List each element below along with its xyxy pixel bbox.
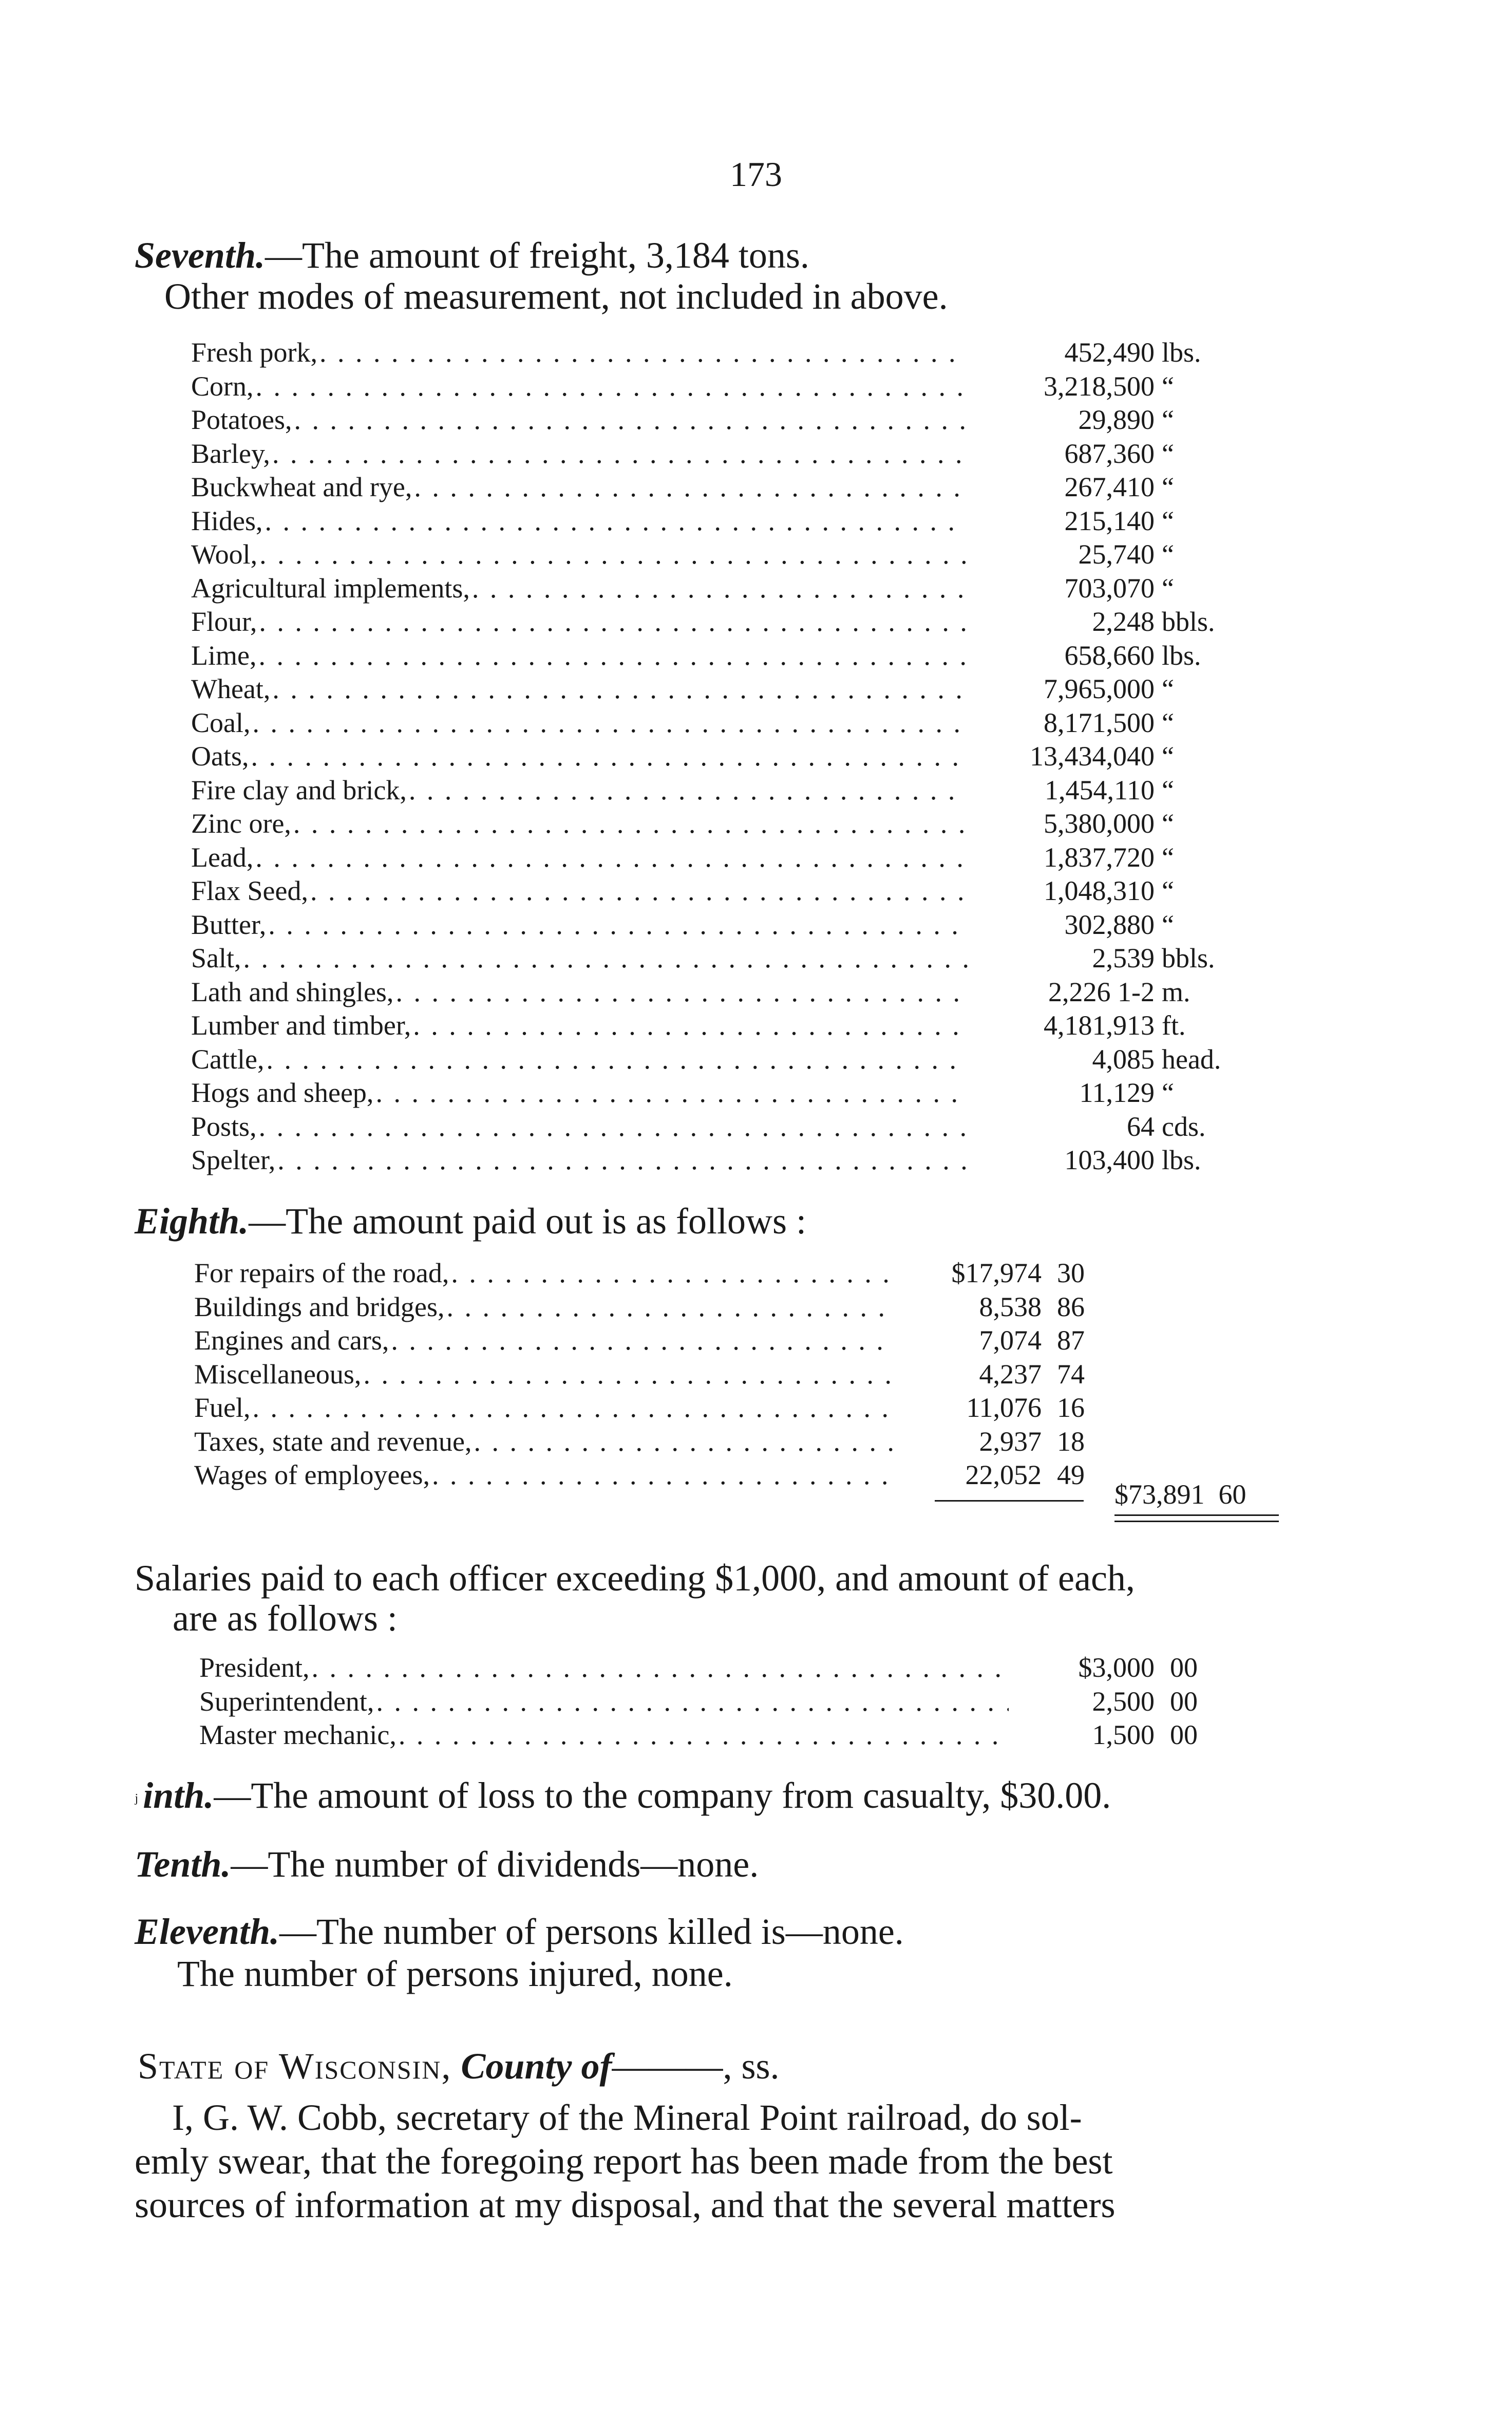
item-unit: “ <box>1162 673 1174 704</box>
item-cents: 16 <box>1057 1392 1085 1423</box>
ledger-row <box>191 740 1239 774</box>
leader-dots <box>259 606 968 638</box>
ledger-row <box>191 909 1239 943</box>
ledger-row <box>191 1144 1239 1178</box>
affidavit-line-1: I, G. W. Cobb, secretary of the Mineral Point railroad, do sol- <box>172 2097 1082 2138</box>
item-unit: “ <box>1162 909 1174 940</box>
item-label: Lead, <box>191 841 254 873</box>
item-value: 452,490 <box>1064 337 1155 368</box>
item-value: 703,070 <box>1064 572 1155 604</box>
item-cents: 00 <box>1170 1652 1198 1683</box>
leader-dots <box>259 1111 968 1142</box>
leader-dots <box>259 538 968 570</box>
leader-dots <box>293 808 968 839</box>
ledger-row <box>194 1257 1113 1291</box>
ledger-row <box>191 875 1239 909</box>
item-label: Coal, <box>191 707 251 738</box>
item-unit: “ <box>1162 875 1174 906</box>
leader-dots <box>266 1043 968 1075</box>
ledger-row <box>191 370 1239 404</box>
item-value: 2,248 <box>1092 606 1155 637</box>
item-label: Lath and shingles, <box>191 976 394 1007</box>
item-label: Spelter, <box>191 1145 276 1175</box>
item-value: 3,218,500 <box>1044 370 1155 402</box>
item-label: Butter, <box>191 909 267 940</box>
item-unit: “ <box>1162 808 1174 839</box>
item-dollars: 1,500 <box>1092 1719 1155 1750</box>
item-label: Agricultural implements, <box>191 572 470 604</box>
item-unit: “ <box>1162 707 1174 738</box>
leader-dots <box>363 1358 896 1390</box>
item-dollars: 2,937 <box>979 1426 1042 1457</box>
item-label: For repairs of the road, <box>194 1258 449 1288</box>
item-label: Corn, <box>191 370 254 402</box>
item-value: 7,965,000 <box>1044 673 1155 704</box>
item-unit: lbs. <box>1162 337 1201 368</box>
item-unit: “ <box>1162 370 1174 402</box>
item-label: Hides, <box>191 505 263 536</box>
item-value: 4,085 <box>1092 1043 1155 1075</box>
item-value: 13,434,040 <box>1030 741 1155 772</box>
leader-dots <box>258 640 968 671</box>
state-label: State of Wisconsin, <box>138 2046 452 2087</box>
item-dollars: 4,237 <box>979 1358 1042 1390</box>
item-value: 11,129 <box>1079 1077 1155 1108</box>
item-label: Wheat, <box>191 673 271 704</box>
item-label: Flax Seed, <box>191 875 308 906</box>
ledger-row <box>194 1324 1113 1358</box>
ledger-row <box>191 1077 1239 1111</box>
item-value: 29,890 <box>1078 404 1155 435</box>
ledger-row <box>191 673 1239 707</box>
item-unit: “ <box>1162 572 1174 604</box>
seventh-subtext: Other modes of measurement, not included in above. <box>164 276 948 317</box>
ledger-row <box>199 1685 1226 1719</box>
affidavit-line-2: emly swear, that the foregoing report has been made from the best <box>135 2141 1113 2182</box>
item-value: 2,539 <box>1092 943 1155 973</box>
leader-dots <box>399 1719 1009 1751</box>
item-cents: 86 <box>1057 1291 1085 1322</box>
item-unit: “ <box>1162 741 1174 772</box>
item-unit: “ <box>1162 539 1174 570</box>
ninth-line <box>135 1774 1111 1823</box>
item-unit: “ <box>1162 505 1174 536</box>
salaries-line-1: Salaries paid to each officer exceeding $1,000, and amount of each, <box>135 1558 1135 1599</box>
ledger-row <box>199 1652 1226 1685</box>
leader-dots <box>253 707 968 739</box>
expenses-total <box>1114 1478 1246 1510</box>
item-value: 5,380,000 <box>1044 808 1155 839</box>
ss-label: , ss. <box>723 2046 780 2087</box>
item-cents: 30 <box>1057 1258 1085 1288</box>
leader-dots <box>472 572 968 604</box>
item-unit: ft. <box>1162 1010 1186 1041</box>
item-cents: 00 <box>1170 1719 1198 1750</box>
item-cents: 18 <box>1057 1426 1085 1457</box>
item-dollars: 2,500 <box>1092 1685 1155 1717</box>
affidavit-venue <box>138 2045 780 2088</box>
ledger-row <box>191 606 1239 640</box>
ledger-row <box>191 1009 1239 1043</box>
item-value: 267,410 <box>1064 472 1155 502</box>
item-unit: “ <box>1162 404 1174 435</box>
item-unit: bbls. <box>1162 606 1215 637</box>
ledger-row <box>191 808 1239 841</box>
leader-dots <box>264 505 968 537</box>
item-value: 4,181,913 <box>1044 1010 1155 1041</box>
ledger-row <box>191 471 1239 505</box>
item-label: Taxes, state and revenue, <box>194 1426 472 1457</box>
leader-dots <box>414 471 968 503</box>
ninth-text: —The amount of loss to the company from casualty, $30.00. <box>214 1775 1111 1816</box>
ledger-row <box>191 707 1239 741</box>
ledger-row <box>194 1291 1113 1325</box>
item-label: Engines and cars, <box>194 1325 389 1356</box>
affidavit-line-3: sources of information at my disposal, and that the several matters <box>135 2184 1116 2225</box>
item-label: Wages of employees, <box>194 1459 430 1490</box>
ledger-row <box>199 1719 1226 1753</box>
total-cents: 60 <box>1218 1479 1246 1510</box>
leader-dots <box>409 774 968 806</box>
item-label: Barley, <box>191 438 270 469</box>
ledger-row <box>191 841 1239 875</box>
item-dollars: $17,974 <box>951 1258 1042 1288</box>
ledger-row <box>191 505 1239 539</box>
leader-dots <box>255 841 968 873</box>
total-rule-2 <box>1114 1521 1279 1522</box>
item-value: 1,454,110 <box>1045 774 1155 806</box>
item-unit: lbs. <box>1162 640 1201 671</box>
seventh-text: —The amount of freight, 3,184 tons. <box>265 235 809 276</box>
leader-dots <box>277 1144 968 1176</box>
salaries-list <box>199 1652 1226 1753</box>
eleventh-line <box>135 1910 904 1953</box>
item-label: Superintendent, <box>199 1685 374 1717</box>
leader-dots <box>251 740 968 772</box>
leader-dots <box>376 1685 1009 1717</box>
item-label: Fire clay and brick, <box>191 774 407 806</box>
item-label: Oats, <box>191 741 249 772</box>
freight-measurement-list <box>191 336 1239 1178</box>
item-cents: 00 <box>1170 1685 1198 1717</box>
item-dollars: 11,076 <box>966 1392 1042 1423</box>
eleventh-subtext: The number of persons injured, none. <box>177 1953 733 1994</box>
leader-dots <box>256 370 968 402</box>
expenses-list <box>194 1257 1113 1493</box>
item-value: 8,171,500 <box>1044 707 1155 738</box>
item-label: Miscellaneous, <box>194 1358 362 1390</box>
leader-dots <box>474 1426 896 1457</box>
leader-dots <box>446 1291 896 1323</box>
item-label: Hogs and sheep, <box>191 1077 374 1108</box>
leader-dots <box>272 438 968 470</box>
eighth-heading: Eighth. <box>135 1201 249 1242</box>
item-unit: “ <box>1162 438 1174 469</box>
tenth-heading: Tenth. <box>135 1844 231 1885</box>
item-unit: “ <box>1162 774 1174 806</box>
leader-dots <box>391 1324 896 1356</box>
item-unit: “ <box>1162 472 1174 502</box>
ledger-row <box>191 1111 1239 1145</box>
ledger-row <box>191 640 1239 673</box>
item-value: 2,226 1-2 <box>1048 976 1155 1007</box>
total-rule-1 <box>1114 1514 1279 1516</box>
item-label: Wool, <box>191 539 258 570</box>
item-label: Salt, <box>191 943 241 973</box>
subtotal-rule <box>935 1500 1084 1502</box>
item-value: 1,048,310 <box>1044 875 1155 906</box>
item-label: Flour, <box>191 606 257 637</box>
item-label: Fresh pork, <box>191 337 317 368</box>
item-label: Master mechanic, <box>199 1719 396 1750</box>
ledger-row <box>191 538 1239 572</box>
leader-dots <box>310 875 968 907</box>
item-label: Posts, <box>191 1111 257 1142</box>
item-dollars: $3,000 <box>1078 1652 1155 1683</box>
item-cents: 49 <box>1057 1459 1085 1490</box>
ledger-row <box>191 404 1239 438</box>
ledger-row <box>191 774 1239 808</box>
total-dollars: $73,891 <box>1114 1479 1205 1510</box>
item-dollars: 22,052 <box>965 1459 1042 1490</box>
item-label: Potatoes, <box>191 404 292 435</box>
leader-dots <box>243 942 968 974</box>
leader-dots <box>432 1459 896 1491</box>
item-unit: bbls. <box>1162 943 1215 973</box>
ledger-row <box>194 1392 1113 1426</box>
eighth-text: —The amount paid out is as follows : <box>249 1201 806 1242</box>
ledger-row <box>194 1358 1113 1392</box>
tenth-text: —The number of dividends—none. <box>231 1844 759 1885</box>
leader-dots <box>395 976 968 1008</box>
county-label: County of <box>461 2046 612 2087</box>
item-label: Buildings and bridges, <box>194 1291 445 1322</box>
item-label: Lumber and timber, <box>191 1010 411 1041</box>
seventh-heading-line <box>135 234 809 277</box>
item-unit: “ <box>1162 841 1174 873</box>
ledger-row <box>191 976 1239 1010</box>
ledger-row <box>191 336 1239 370</box>
item-cents: 74 <box>1057 1358 1085 1390</box>
leader-dots <box>311 1652 1009 1683</box>
item-unit: lbs. <box>1162 1145 1201 1175</box>
item-unit: head. <box>1162 1043 1221 1075</box>
ledger-row <box>191 572 1239 606</box>
ledger-row <box>191 1043 1239 1077</box>
item-label: Zinc ore, <box>191 808 291 839</box>
leader-dots <box>319 336 968 368</box>
ninth-heading: inth. <box>143 1775 214 1816</box>
item-label: Buckwheat and rye, <box>191 472 412 502</box>
item-value: 64 <box>1127 1111 1155 1142</box>
item-unit: m. <box>1162 976 1190 1007</box>
item-unit: “ <box>1162 1077 1174 1108</box>
item-label: Fuel, <box>194 1392 251 1423</box>
leader-dots <box>375 1077 968 1109</box>
ledger-row <box>191 438 1239 472</box>
leader-dots <box>268 909 968 941</box>
item-value: 687,360 <box>1064 438 1155 469</box>
item-dollars: 7,074 <box>979 1325 1042 1356</box>
leader-dots <box>272 673 968 705</box>
tenth-line <box>135 1843 759 1886</box>
seventh-heading: Seventh. <box>135 235 266 276</box>
item-unit: cds. <box>1162 1111 1206 1142</box>
ledger-row <box>191 942 1239 976</box>
item-value: 1,837,720 <box>1044 841 1155 873</box>
item-label: President, <box>199 1652 310 1683</box>
item-value: 658,660 <box>1064 640 1155 671</box>
item-value: 302,880 <box>1064 909 1155 940</box>
salaries-line-2: are as follows : <box>173 1598 398 1639</box>
eleventh-text: —The number of persons killed is—none. <box>279 1911 904 1952</box>
leader-dots <box>253 1392 896 1423</box>
item-value: 25,740 <box>1078 539 1155 570</box>
ledger-row <box>194 1459 1113 1493</box>
leader-dots <box>451 1257 896 1289</box>
item-label: Lime, <box>191 640 257 671</box>
item-value: 103,400 <box>1064 1145 1155 1175</box>
item-dollars: 8,538 <box>979 1291 1042 1322</box>
page-number: 173 <box>730 155 782 194</box>
item-cents: 87 <box>1057 1325 1085 1356</box>
leader-dots <box>294 404 968 436</box>
eleventh-heading: Eleventh. <box>135 1911 279 1952</box>
ledger-row <box>194 1426 1113 1459</box>
item-label: Cattle, <box>191 1043 264 1075</box>
item-value: 215,140 <box>1064 505 1155 536</box>
eighth-heading-line <box>135 1200 806 1243</box>
leader-dots <box>413 1009 968 1041</box>
county-blank: ——— <box>612 2046 723 2087</box>
ninth-mark: ʲ <box>135 1789 143 1812</box>
